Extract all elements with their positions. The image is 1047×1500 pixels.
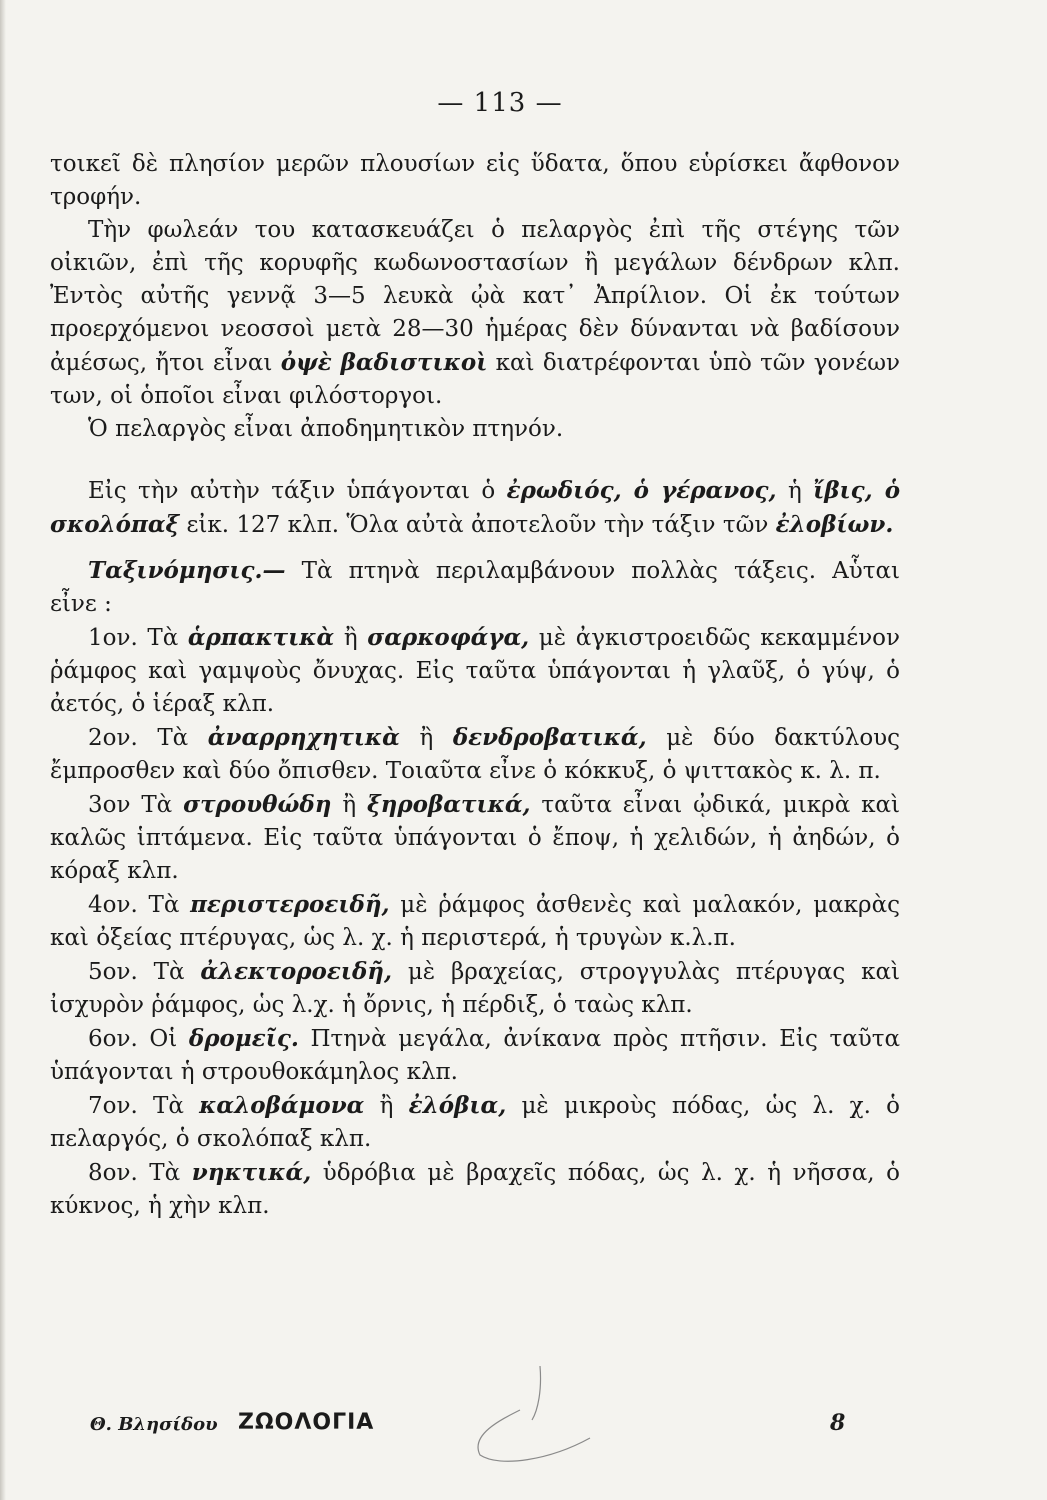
binding-edge	[0, 0, 6, 1500]
item-4-post: μὲ ῥάμφος ἀσθενὲς καὶ μαλακόν, μακρὰς καὶ ὀξείας πτέρυγας, ὡς λ. χ. ἡ περιστερά, ἡ τρυγὼν κ.λ.π.	[50, 892, 900, 951]
item-6-term-1: δρομεῖς.	[188, 1025, 299, 1052]
paragraph-4-emphasis-f: ἐλοβίων.	[775, 511, 894, 538]
paragraph-2-emphasis: ὀψὲ βαδιστικοὶ	[280, 349, 488, 376]
item-3-term-2: ξηροβατικά,	[367, 791, 531, 818]
item-7-post: μὲ μικροὺς πόδας, ὡς λ. χ. ὁ πελαργός, ὁ σκολόπαξ κλπ.	[50, 1093, 900, 1152]
item-2-term-2: δενδροβατικά,	[452, 724, 647, 751]
footer-title: ΖΩΟΛΟΓΙΑ	[238, 1410, 375, 1435]
item-2-post: μὲ δύο δακτύλους ἔμπροσθεν καὶ δύο ὄπισθεν. Τοιαῦτα εἶνε ὁ κόκκυξ, ὁ ψιττακὸς κ. λ. π.	[50, 725, 901, 784]
page-number: — 113 —	[437, 88, 563, 118]
paragraph-2-text-c: καὶ διατρέφονται ὑπὸ τῶν γονέων των, οἱ ὁποῖοι εἶναι φιλόστοργοι.	[50, 350, 901, 409]
list-item-8	[50, 1156, 900, 1223]
page-footer	[90, 1410, 850, 1446]
list-item-7	[50, 1089, 900, 1156]
item-1-post: μὲ ἀγκιστροειδῶς κεκαμμένον ῥάμφος καὶ γαμψοὺς ὄνυχας. Εἰς ταῦτα ὑπάγονται ἡ γλαῦξ, ὁ γύψ, ὁ ἀετός, ὁ ἱέραξ κλπ.	[50, 625, 901, 717]
list-item-4	[50, 888, 900, 955]
paragraph-4-emphasis-d: ἴβις, ὁ σκολόπαξ	[50, 477, 901, 538]
item-1-mid: ἢ	[343, 625, 358, 651]
item-2-term-1: ἀναρρηχητικὰ	[207, 724, 400, 751]
item-2-pre: 2ον. Τὰ	[88, 725, 189, 751]
paragraph-4	[50, 474, 900, 542]
paragraph-4-text-e: εἰκ. 127 κλπ. Ὅλα αὐτὰ ἀποτελοῦν τὴν τάξιν τῶν	[186, 512, 769, 538]
paragraph-5	[50, 554, 900, 621]
item-4-pre: 4ον. Τὰ	[88, 892, 180, 918]
footer-signature: 8	[830, 1410, 846, 1436]
list-item-5	[50, 955, 900, 1022]
paragraph-3	[50, 413, 900, 446]
footer-author: Θ. Βλησίδου	[90, 1414, 218, 1435]
item-1-pre: 1ον. Τὰ	[88, 625, 179, 651]
item-2-mid: ἢ	[419, 725, 434, 751]
paragraph-4-emphasis-b: ἐρωδιός, ὁ γέρανος,	[506, 477, 777, 504]
paragraph-1	[50, 148, 900, 214]
item-3-mid: ἢ	[342, 792, 357, 818]
item-7-pre: 7ον. Τὰ	[88, 1093, 184, 1119]
item-3-pre: 3ον Τὰ	[88, 792, 173, 818]
item-3-post: ταῦτα εἶναι ᾠδικά, μικρὰ καὶ καλῶς ἱπτάμενα. Εἰς ταῦτα ὑπάγονται ὁ ἔποψ, ἡ χελιδών, ἡ ἀηδών, ὁ κόραξ κλπ.	[50, 792, 901, 884]
item-8-post: ὑδρόβια μὲ βραχεῖς πόδας, ὡς λ. χ. ἡ νῆσσα, ὁ κύκνος, ἡ χὴν κλπ.	[50, 1160, 900, 1219]
item-5-post: μὲ βραχείας, στρογγυλὰς πτέρυγας καὶ ἰσχυρὸν ῥάμφος, ὡς λ.χ. ἡ ὄρνις, ἡ πέρδιξ, ὁ ταὼς κλπ.	[50, 959, 901, 1018]
list-item-2	[50, 721, 900, 788]
item-5-term-1: ἀλεκτοροειδῆ,	[200, 958, 393, 985]
item-1-term-2: σαρκοφάγα,	[367, 624, 530, 651]
classification-heading: Ταξινόμησις.—	[88, 557, 286, 584]
item-4-term-1: περιστεροειδῆ,	[190, 891, 390, 918]
item-6-post: Πτηνὰ μεγάλα, ἀνίκανα πρὸς πτῆσιν. Εἰς ταῦτα ὑπάγονται ἡ στρουθοκάμηλος κλπ.	[50, 1026, 901, 1085]
paragraph-5-text: Τὰ πτηνὰ περιλαμβάνουν πολλὰς τάξεις. Αὗται εἶνε :	[50, 558, 901, 617]
item-7-term-1: καλοβάμονα	[199, 1092, 365, 1119]
item-5-pre: 5ον. Τὰ	[88, 959, 185, 985]
item-8-pre: 8ον. Τὰ	[88, 1160, 181, 1186]
item-8-term-1: νηκτικά,	[191, 1159, 312, 1186]
list-item-6	[50, 1022, 900, 1089]
paragraph-1-text: τοικεῖ δὲ πλησίον μερῶν πλουσίων εἰς ὕδατα, ὅπου εὑρίσκει ἄφθονον τροφήν.	[50, 151, 900, 210]
paragraph-4-text-a: Εἰς τὴν αὐτὴν τάξιν ὑπάγονται ὁ	[88, 478, 496, 504]
paragraph-4-text-c: ἡ	[787, 478, 802, 504]
item-7-mid: ἢ	[379, 1093, 394, 1119]
paragraph-3-text: Ὁ πελαργὸς εἶναι ἀποδημητικὸν πτηνόν.	[88, 416, 564, 442]
list-item-1	[50, 621, 900, 721]
item-7-term-2: ἐλόβια,	[408, 1092, 507, 1119]
list-item-3	[50, 788, 900, 888]
paragraph-2	[50, 214, 900, 413]
body-text	[50, 148, 900, 1223]
item-1-term-1: ἁρπακτικὰ	[187, 624, 335, 651]
item-3-term-1: στρουθώδη	[183, 791, 332, 818]
paragraph-2-text-a: Τὴν φωλεάν του κατασκευάζει ὁ πελαργὸς ἐπὶ τῆς στέγης τῶν οἰκιῶν, ἐπὶ τῆς κορυφῆς κωδωνοστασίων ἢ μεγάλων δένδρων κλπ. Ἐντὸς αὐτῆς γεννᾷ 3—5 λευκὰ ᾠὰ κατ᾽ Ἀπρίλιον. Οἱ ἐκ τούτων προερχόμενοι νεοσσοὶ μετὰ 28—30 ἡμέρας δὲν δύνανται νὰ βαδίσουν ἀμέσως, ἤτοι εἶναι	[50, 217, 900, 376]
item-6-pre: 6ον. Οἱ	[88, 1026, 178, 1052]
